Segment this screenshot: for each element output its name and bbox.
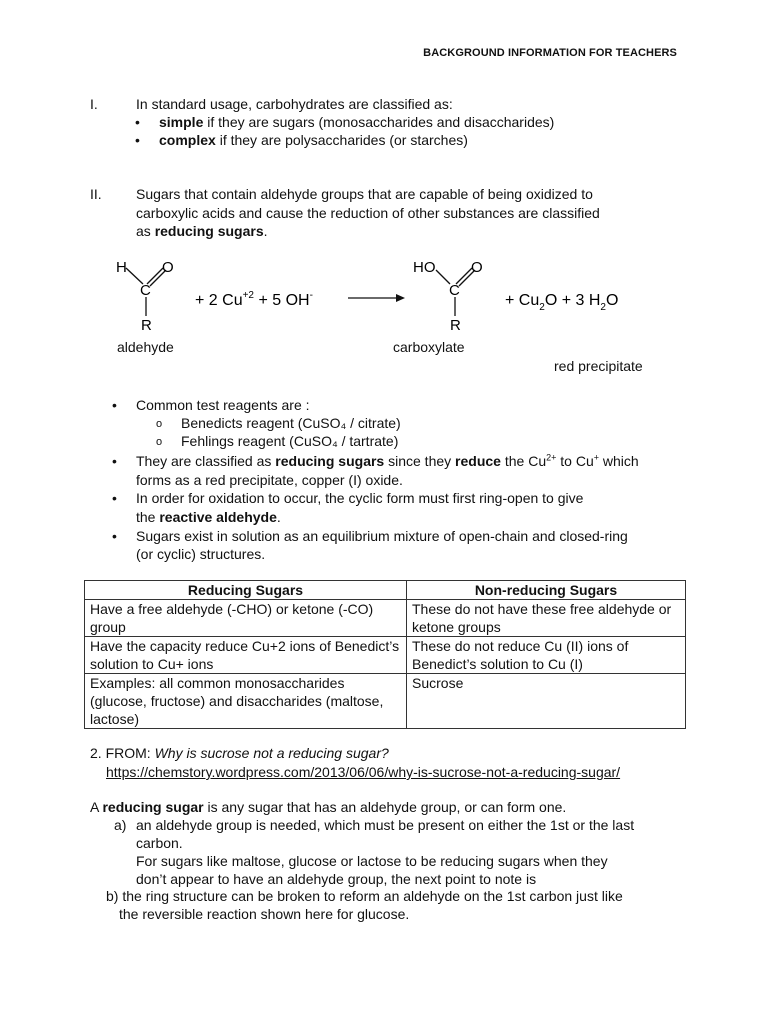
header-reducing: Reducing Sugars <box>85 581 407 600</box>
carboxylate-label: carboxylate <box>393 339 465 355</box>
table-cell: These do not reduce Cu (II) ions of Benedict’s solution to Cu (I) <box>407 637 686 674</box>
atom-ho: HO <box>413 259 436 276</box>
bullet-equilibrium: • Sugars exist in solution as an equilibrium mixture of open-chain and closed-ring <box>136 527 628 546</box>
reagents-text: + 2 $Cu^{+2} + 5$ OH- <box>195 290 313 309</box>
atom-c: C <box>140 282 151 299</box>
atom-o: O <box>162 259 174 276</box>
atom-h: H <box>116 259 127 276</box>
section-2-line-2: carboxylic acids and cause the reduction of other substances are classified <box>136 205 600 221</box>
atom-o-2: O <box>471 259 483 276</box>
bullet-equilibrium-line-2: (or cyclic) structures. <box>136 546 266 562</box>
table-cell: These do not have these free aldehyde or ketone groups <box>407 600 686 637</box>
point-a-label: a) <box>114 817 127 833</box>
table-cell: Have a free aldehyde (-CHO) or ketone (-CO) group <box>85 600 407 637</box>
atom-r: R <box>141 317 152 334</box>
bullet-classified: • They are classified as reducing sugars since they reduce the $Cu^{2+}$ to Cu+ which <box>136 452 639 471</box>
section-2-numeral: II. <box>90 186 102 202</box>
reaction-diagram <box>100 250 660 340</box>
table-cell: Have the capacity reduce Cu+2 ions of Benedict’s solution to Cu+ ions <box>85 637 407 674</box>
point-a-line-2: carbon. <box>136 835 183 851</box>
atom-c-2: C <box>449 282 460 299</box>
aldehyde-label: aldehyde <box>117 339 174 355</box>
table-cell: Sucrose <box>407 674 686 729</box>
table-row <box>85 600 686 637</box>
bullet-reagents-intro: • Common test reagents are : <box>136 396 310 415</box>
reaction-arrow <box>348 294 405 302</box>
document-header: BACKGROUND INFORMATION FOR TEACHERS <box>423 47 677 59</box>
products-text: + $Cu_2O + 3$ $H_2O$ <box>505 292 619 313</box>
table-row <box>85 637 686 674</box>
reagent-benedicts: o Benedicts reagent (CuSO₄ / citrate) <box>181 414 401 433</box>
table-cell: Examples: all common monosaccharides (glucose, fructose) and disaccharides (maltose, lactose) <box>85 674 407 729</box>
bullet-simple: • simple if they are sugars (monosaccharides and disaccharides) <box>159 113 554 132</box>
section-2-line-1: Sugars that contain aldehyde groups that are capable of being oxidized to <box>136 186 593 202</box>
section-2-line-3: as reducing sugars. <box>136 223 268 239</box>
bullet-oxidation: • In order for oxidation to occur, the cyclic form must first ring-open to give <box>136 489 583 508</box>
point-a-line-3: For sugars like maltose, glucose or lactose to be reducing sugars when they <box>136 853 608 869</box>
section-1-numeral: I. <box>90 96 98 112</box>
source-line: 2. FROM: Why is sucrose not a reducing sugar? <box>90 745 389 761</box>
header-non-reducing: Non-reducing Sugars <box>407 581 686 600</box>
table-header-row <box>85 581 686 600</box>
precipitate-label: red precipitate <box>554 358 643 374</box>
section-1-intro: In standard usage, carbohydrates are classified as: <box>136 96 453 112</box>
reagent-fehlings: o Fehlings reagent (CuSO₄ / tartrate) <box>181 432 398 451</box>
point-a-line-1: an aldehyde group is needed, which must be present on either the 1st or the last <box>136 817 635 833</box>
point-b-line-2: the reversible reaction shown here for glucose. <box>119 906 410 922</box>
definition-line: A reducing sugar is any sugar that has an aldehyde group, or can form one. <box>90 799 567 815</box>
bullet-complex: • complex if they are polysaccharides (or starches) <box>159 131 468 150</box>
atom-r-2: R <box>450 317 461 334</box>
bullet-oxidation-line-2: the reactive aldehyde. <box>136 509 281 525</box>
source-url-link[interactable]: https://chemstory.wordpress.com/2013/06/06/why-is-sucrose-not-a-reducing-sugar/ <box>106 764 621 780</box>
point-a-line-4: don’t appear to have an aldehyde group, the next point to note is <box>136 871 537 887</box>
bullet-classified-line-2: forms as a red precipitate, copper (I) oxide. <box>136 472 403 488</box>
sugars-comparison-table <box>84 580 686 729</box>
table-row <box>85 674 686 729</box>
point-b-line-1: b) the ring structure can be broken to reform an aldehyde on the 1st carbon just like <box>106 888 623 904</box>
